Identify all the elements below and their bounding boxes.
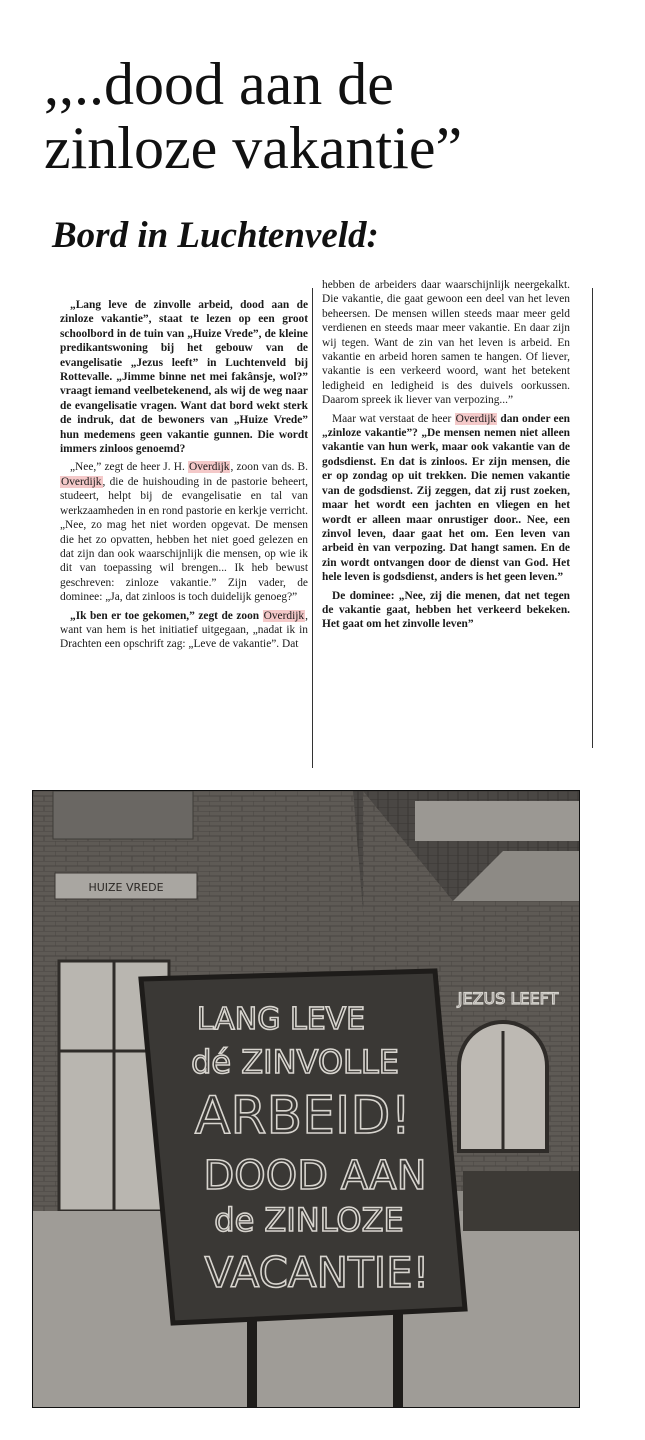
- article-paragraph: „Lang leve de zinvolle arbeid, dood aan de zinloze vakantie”, staat te lezen op een groot schoolbord in de tuin van „Huize Vrede”, de kleine predikantswoning bij het gebouw van de evangelisatie „Jezus leeft” in Luchtenveld bij Rottevalle. „Jimme binne net mei fakânsje, wol?” vraagt iemand veelbetekenend, als wij de weg naar de evangelisatie vragen. Want dat bord wekt sterk de indruk, dat de bewoners van „Huize Vrede” hun medemens geen vakantie gunnen. Die wordt immers zinloos genoemd?: [60, 299, 308, 456]
- paragraph-text: , want van hem is het initiatief uitgegaan, „nadat ik in Drachten een opschrift zag: „Leve de vakantie”. Dat: [60, 609, 308, 651]
- article-column-right: [322, 278, 570, 636]
- roof-gap: [415, 801, 580, 841]
- board-line-3: ARBEID!: [194, 1086, 412, 1146]
- highlighted-name: Overdijk: [61, 475, 102, 488]
- paragraph-text: Maar wat verstaat de heer: [332, 412, 452, 425]
- highlighted-name: Overdijk: [455, 412, 497, 425]
- photo-scene: [33, 791, 580, 1408]
- house-sign-text: HUIZE VREDE: [88, 881, 164, 894]
- column-divider: [312, 288, 313, 768]
- column-right-border: [592, 288, 593, 748]
- highlighted-name: Overdijk: [188, 461, 230, 474]
- subheadline: Bord in Luchtenveld:: [52, 215, 379, 256]
- article-paragraph: De dominee: „Nee, zij die menen, dat net tegen de vakantie gaat, hebben het verkeerd bekeken. Het gaat om het zinvolle leven”: [322, 589, 570, 631]
- paragraph-text: dan onder een „zinloze vakantie”? „De mensen nemen niet alleen vakantie van hun werk, maar ook vakantie van de godsdienst. En dat is zinloos. Er zijn mensen, die er op zondag op uit trekken. Die nemen vakantie van de godsdienst. Zij zeggen, dat zij rust zoeken, maar het wordt een jachten en vliegen en het wordt er alleen maar onrustiger door.. Nee, een zinvol leven, daar gaat het om. Een leven van arbeid èn van verpozing. Dat hangt samen. En de zin wordt ontvangen door de dienst van God. Het hele leven is godsdienst, anders is het geen leven.”: [322, 412, 571, 584]
- article-paragraph: [60, 460, 308, 604]
- upper-window: [53, 791, 193, 839]
- hedge: [463, 1171, 580, 1231]
- board-line-6: VACANTIE!: [204, 1248, 430, 1297]
- paragraph-text: , die de huishouding in de pastorie beheert, studeert, helpt bij de evangelisatie en tal van werkzaamheden in en rond pastorie en kerkje verricht. „Nee, zo mag het niet worden opgevat. De mensen die het zo opvatten, hebben het niet goed gelezen en dat zijn dan ook waarschijnlijk die mensen, op wie ik dit van toepassing wil brengen... Ik heb bewust geschreven: zinloze vakantie.” Zijn vader, de dominee: „Ja, dat zinloos is toch duidelijk genoeg?”: [60, 475, 308, 604]
- headline-line-2: zinloze vakantie”: [44, 115, 463, 181]
- article-column-left: [60, 298, 308, 656]
- board-line-1: LANG LEVE: [196, 1002, 366, 1037]
- news-photo: [32, 790, 580, 1408]
- headline: [44, 52, 604, 180]
- paragraph-text: „Ik ben er toe gekomen,” zegt de zoon: [70, 609, 260, 622]
- board-line-5: de ZINLOZE: [214, 1201, 404, 1239]
- paragraph-text: „Nee,” zegt de heer J. H.: [70, 461, 185, 474]
- headline-line-1: ,,..dood aan de: [44, 51, 394, 117]
- board-line-2: dé ZINVOLLE: [191, 1043, 399, 1081]
- highlighted-name: Overdijk: [263, 609, 305, 622]
- church-sign-text: JEZUS LEEFT: [457, 989, 559, 1008]
- article-paragraph: [322, 412, 570, 585]
- article-paragraph: hebben de arbeiders daar waarschijnlijk neergekalkt. Die vakantie, die gaat gewoon een deel van het leven beheersen. De mensen willen steeds maar meer geld verdienen en steeds maar meer vakantie. En daar zijn wij tegen. Want de zin van het leven is arbeid. En vakantie en arbeid horen samen te hangen. Of liever, vakantie is een verkeerd woord, want het betekent ledigheid en ledigheid is des duivels oorkussen. Daarom spreek ik liever van verpozing...”: [322, 279, 570, 407]
- article-paragraph: [60, 609, 308, 652]
- article-body: [60, 279, 600, 768]
- paragraph-text: , zoon van ds. B.: [230, 461, 309, 474]
- board-line-4: DOOD AAN: [203, 1153, 427, 1199]
